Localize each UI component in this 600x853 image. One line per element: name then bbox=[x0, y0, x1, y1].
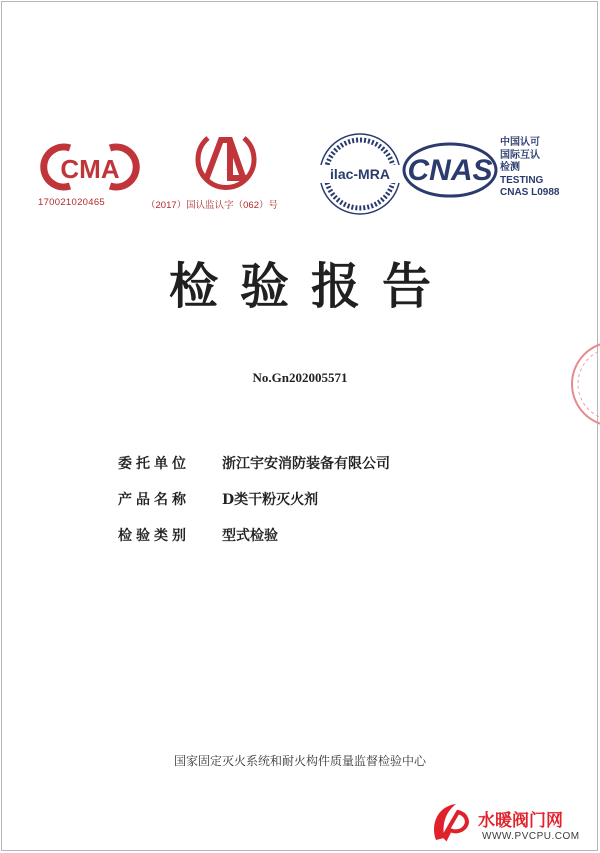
watermark-text: 水暖阀门网 bbox=[478, 811, 563, 831]
cma-mark: CMA bbox=[60, 154, 120, 184]
ilac-mra-logo bbox=[314, 128, 406, 220]
client-label: 委托单位 bbox=[118, 456, 190, 472]
cal-logo bbox=[186, 130, 266, 194]
cnas-line: 国际互认 bbox=[500, 149, 540, 161]
cnas-mark: CNAS bbox=[407, 154, 493, 187]
watermark-url: WWW.PVCPU.COM bbox=[482, 831, 580, 842]
product-value: D类干粉灭火剂 bbox=[222, 492, 319, 508]
cnas-logo bbox=[400, 140, 500, 200]
watermark-logo-icon bbox=[428, 800, 474, 846]
issuer-footer: 国家固定灭火系统和耐火构件质量监督检验中心 bbox=[173, 754, 426, 768]
category-value: 型式检验 bbox=[222, 528, 278, 544]
cnas-line: 中国认可 bbox=[500, 137, 540, 148]
client-value: 浙江宇安消防装备有限公司 bbox=[222, 456, 390, 472]
cnas-line: CNAS L0988 bbox=[500, 187, 560, 198]
product-label: 产品名称 bbox=[118, 492, 190, 508]
document-frame bbox=[1, 1, 598, 851]
cnas-line: TESTING bbox=[500, 174, 544, 186]
page-title: 检验报告 bbox=[168, 257, 453, 315]
cal-code: （2017）国认监认字（062）号 bbox=[146, 200, 278, 211]
ilac-mark: ilac-MRA bbox=[330, 166, 390, 182]
cnas-caption bbox=[500, 137, 559, 200]
cal-mark: CAL bbox=[224, 170, 228, 171]
cnas-line: 检测 bbox=[500, 162, 520, 173]
report-number: No.Gn202005571 bbox=[252, 370, 348, 385]
cma-logo bbox=[40, 142, 140, 192]
cma-code: 170021020465 bbox=[38, 197, 106, 208]
category-label: 检验类别 bbox=[118, 528, 190, 544]
